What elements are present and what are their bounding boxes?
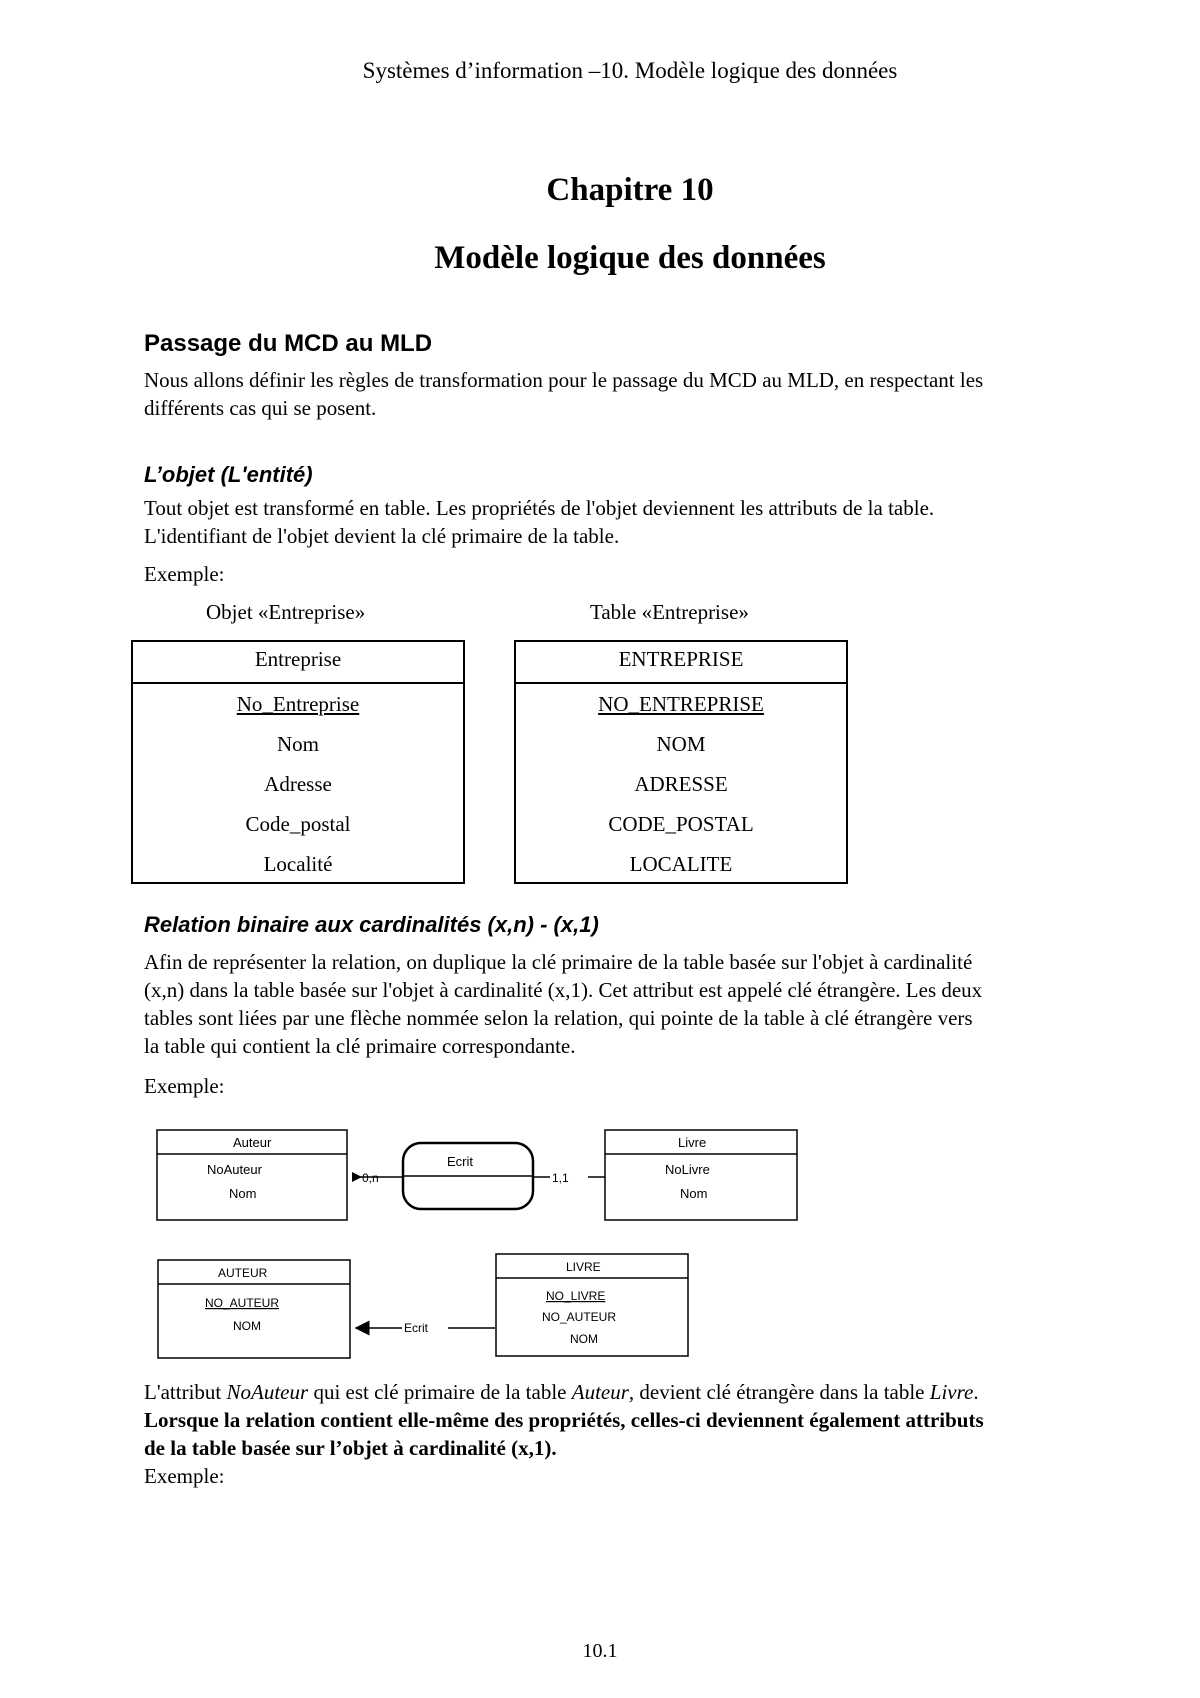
object-name: Entreprise [133,642,463,684]
mcd-entity-auteur [157,1130,347,1220]
mld-table-livre [496,1254,688,1356]
mcd-entity-attr: Nom [229,1186,257,1201]
example-label: Exemple: [144,1464,225,1488]
example-label: Exemple: [144,1074,225,1098]
mld-link-name: Ecrit [404,1321,428,1335]
mld-foreign-key: NO_AUTEUR [542,1310,617,1324]
paragraph-line: la table qui contient la clé primaire correspondante. [144,1034,576,1058]
paragraph-line: (x,n) dans la table basée sur l'objet à cardinalité (x,1). Cet attribut est appelé clé étrangère. Les deux [144,978,983,1002]
page-number: 10.1 [582,1640,618,1662]
bold-rule-line: Lorsque la relation contient elle-même des propriétés, celles-ci deviennent également attributs [144,1408,984,1432]
term-auteur: Auteur [571,1380,629,1404]
section2-paragraph [144,494,1124,550]
object-identifier: No_Entreprise [236,692,360,716]
table-attribute: LOCALITE [629,852,733,876]
bold-rule-line: de la table basée sur l’objet à cardinalité (x,1). [144,1436,557,1460]
table-attribute: ADRESSE [634,772,728,796]
section-heading-relation: Relation binaire aux cardinalités (x,n) - (x,1) [144,912,599,937]
term-noauteur: NoAuteur [226,1380,309,1404]
object-attribute: Code_postal [245,812,351,836]
mcd-entity-name: Auteur [233,1135,272,1150]
explanation-line: L'attribut NoAuteur qui est clé primaire de la table Auteur, devient clé étrangère dans la table Livre. [144,1380,979,1404]
object-caption: Objet «Entreprise» [206,600,366,624]
mcd-entity-attr: Nom [680,1186,708,1201]
chapter-title: Chapitre 10 [546,172,714,208]
mcd-cardinality-left: 0,n [362,1171,379,1185]
mcd-relation-ecrit [403,1143,533,1209]
mcd-entity-attr: NoLivre [665,1162,710,1177]
object-attribute: Adresse [264,772,332,796]
table-attribute: CODE_POSTAL [608,812,754,836]
table-primary-key: NO_ENTREPRISE [598,692,764,716]
object-entreprise-box [131,640,465,884]
paragraph-line: L'identifiant de l'objet devient la clé primaire de la table. [144,524,620,548]
section1-paragraph [144,366,1124,422]
mld-table-name: AUTEUR [218,1266,268,1280]
mcd-relation-name: Ecrit [447,1154,473,1169]
section3-paragraph [144,948,1124,1060]
mld-table-auteur [158,1260,350,1358]
paragraph-line: différents cas qui se posent. [144,396,377,420]
table-entreprise-box [514,640,848,884]
mld-primary-key: NO_AUTEUR [205,1296,280,1310]
mcd-arrow-left [352,1172,362,1182]
mld-attribute: NOM [570,1332,598,1346]
term-livre: Livre [929,1380,974,1404]
section-heading-objet: L’objet (L'entité) [144,462,313,487]
paragraph-line: Nous allons définir les règles de transformation pour le passage du MCD au MLD, en respectant les [144,368,984,392]
object-attribute: Nom [277,732,319,756]
mcd-entity-livre [605,1130,797,1220]
paragraph-line: Afin de représenter la relation, on duplique la clé primaire de la table basée sur l'objet à cardinalité [144,950,973,974]
section3-explanation [144,1378,1124,1490]
table-caption: Table «Entreprise» [590,600,749,624]
mld-attribute: NOM [233,1319,261,1333]
mcd-mld-diagram [0,1110,1200,1380]
table-attribute: NOM [656,732,706,756]
example-label: Exemple: [144,562,225,586]
paragraph-line: tables sont liées par une flèche nommée selon la relation, qui pointe de la table à clé étrangère vers [144,1006,973,1030]
mcd-entity-attr: NoAuteur [207,1162,262,1177]
paragraph-line: Tout objet est transformé en table. Les propriétés de l'objet deviennent les attributs de la table. [144,496,935,520]
table-name: ENTREPRISE [516,642,846,684]
running-header: Systèmes d’information –10. Modèle logique des données [362,58,898,83]
mcd-cardinality-right: 1,1 [552,1171,569,1185]
mld-table-name: LIVRE [566,1260,601,1274]
chapter-subtitle: Modèle logique des données [434,240,826,276]
object-attribute: Localité [263,852,333,876]
section-heading-passage: Passage du MCD au MLD [144,330,433,357]
mcd-entity-name: Livre [678,1135,707,1150]
mld-primary-key: NO_LIVRE [546,1289,606,1303]
